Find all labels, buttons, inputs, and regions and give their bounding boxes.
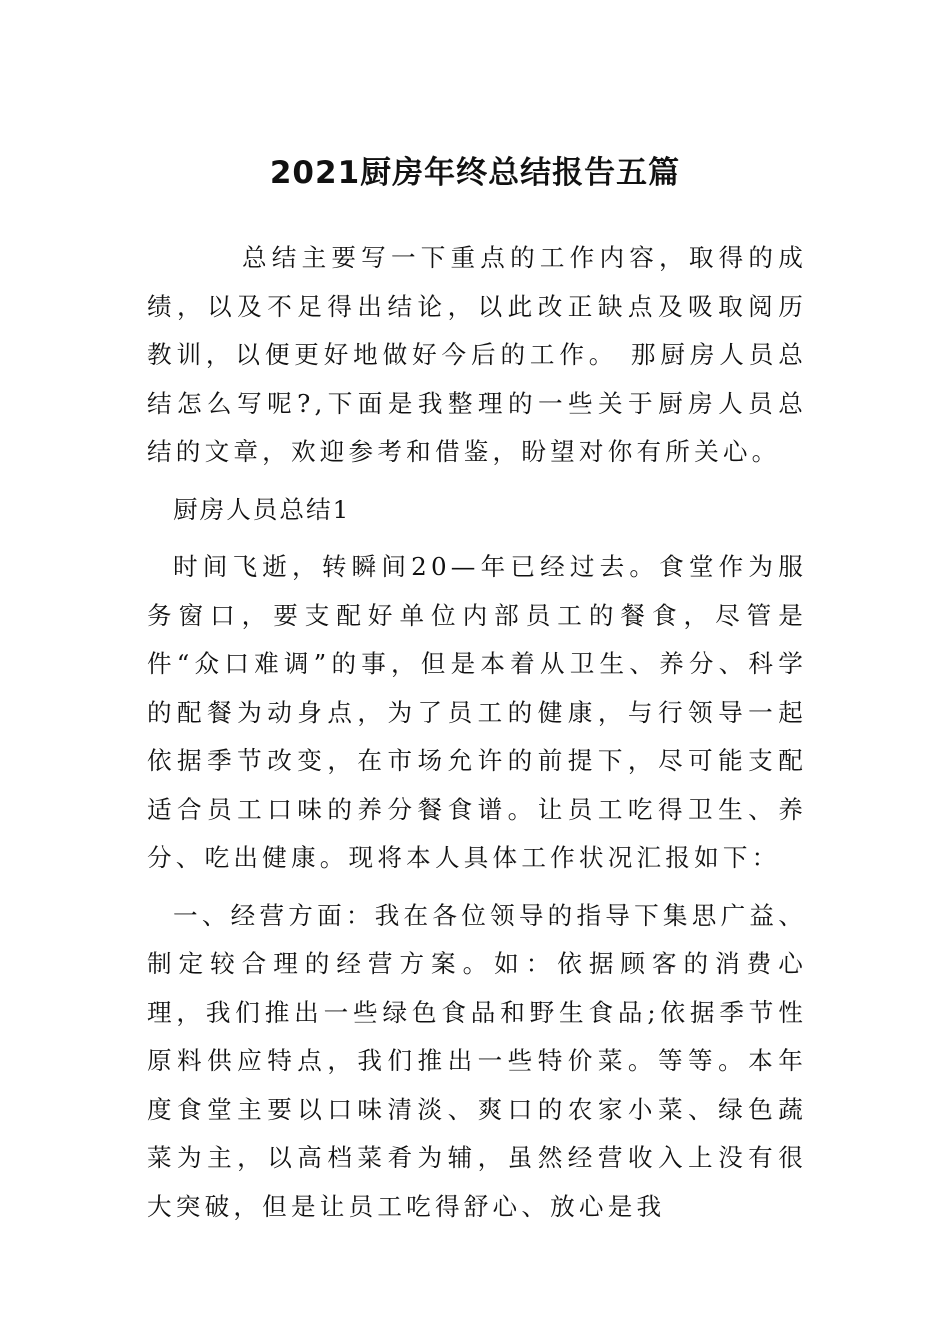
intro-paragraph: 总结主要写一下重点的工作内容，取得的成绩，以及不足得出结论，以此改正缺点及吸取阅历教训，以便更好地做好今后的工作。 那厨房人员总结怎么写呢?,下面是我整理的一些关于厨房人员总结的文章，欢迎参考和借鉴，盼望对你有所关心。 <box>147 243 807 466</box>
section-heading: 厨房人员总结1 <box>173 494 351 524</box>
document-title: 2021厨房年终总结报告五篇 <box>269 154 681 191</box>
body-paragraph-1: 时间飞逝，转瞬间20—年已经过去。食堂作为服务窗口，要支配好单位内部员工的餐食，尽管是件“众口难调”的事，但是本着从卫生、养分、科学的配餐为动身点，为了员工的健康，与行领导一起依据季节改变，在市场允许的前提下，尽可能支配适合员工口味的养分餐食谱。让员工吃得卫生、养分、吃出健康。现将本人具体工作状况汇报如下： <box>147 552 807 872</box>
body-paragraph-2: 一、经营方面：我在各位领导的指导下集思广益、制定较合理的经营方案。如：依据顾客的消费心理，我们推出一些绿色食品和野生食品;依据季节性原料供应特点，我们推出一些特价菜。等等。本年度食堂主要以口味清淡、爽口的农家小菜、绿色蔬菜为主，以高档菜肴为辅，虽然经营收入上没有很大突破，但是让员工吃得舒心、放心是我 <box>147 900 807 1221</box>
document-body <box>147 234 807 1240</box>
